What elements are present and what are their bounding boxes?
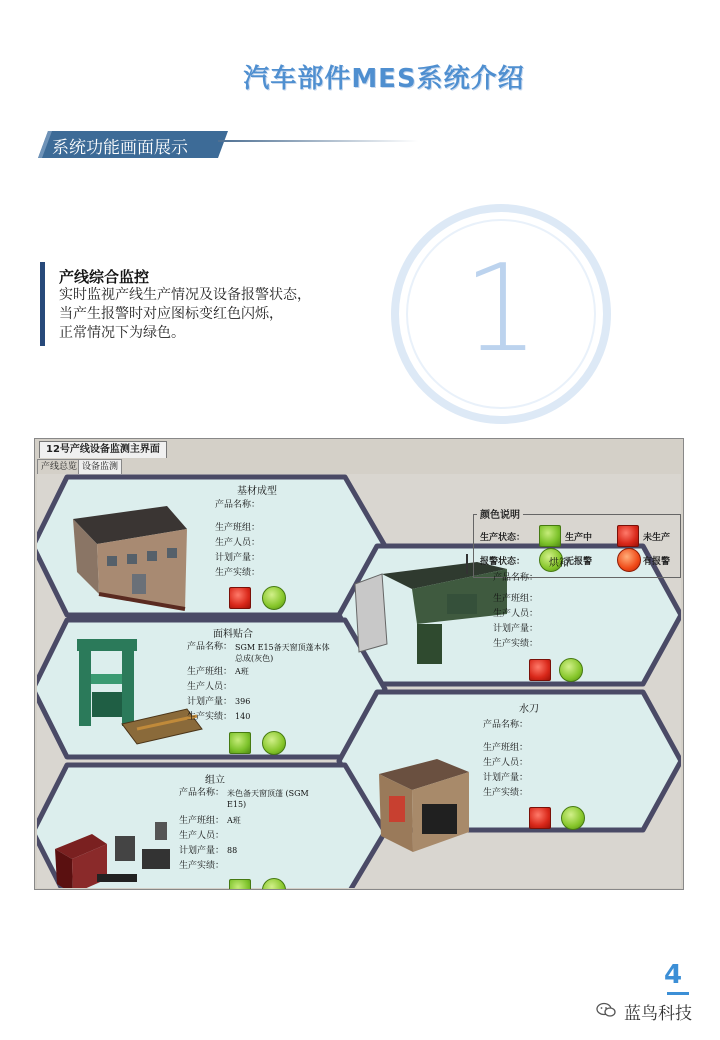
station-3-plan: 计划产量： 396 — [187, 697, 251, 707]
station-4-actual: 生产实绩： — [483, 788, 529, 798]
legend-has-alarm-text: 有报警 — [643, 557, 671, 567]
feature-number: 1 — [462, 240, 540, 379]
station-1-shift: 生产班组： — [215, 523, 261, 533]
section-divider — [218, 140, 418, 142]
legend-has-alarm-indicator — [617, 548, 641, 572]
window-tab[interactable]: 12号产线设备监测主界面 — [39, 441, 167, 458]
station-1-alarm-indicator[interactable] — [262, 586, 286, 610]
feature-description: 实时监视产线生产情况及设备报警状态， 当产生报警时对应图标变红色闪烁， 正常情况下为绿色。 — [59, 287, 311, 341]
page-number: 4 — [664, 960, 683, 990]
wechat-icon — [596, 1002, 616, 1018]
station-5-plan: 计划产量： 88 — [179, 846, 238, 856]
feature-title: 产线综合监控 — [59, 268, 150, 286]
station-4-title: 水刀 — [519, 704, 539, 715]
legend-producing-indicator — [539, 525, 561, 547]
station-3-alarm-indicator[interactable] — [262, 731, 286, 755]
station-2-staff: 生产人员： — [493, 609, 539, 619]
station-1-production-indicator[interactable] — [229, 587, 251, 609]
page-number-underline — [667, 992, 689, 995]
legend-alarm-label: 报警状态： — [480, 557, 526, 567]
station-2-plan: 计划产量： — [493, 624, 539, 634]
legend-not-producing-text: 未生产 — [643, 533, 671, 543]
legend-production-label: 生产状态： — [480, 533, 526, 543]
station-4-alarm-indicator[interactable] — [561, 806, 585, 830]
station-3-title: 面料贴合 — [213, 629, 253, 640]
mes-monitor-window — [34, 438, 684, 890]
section-title: 系统功能画面展示 — [52, 138, 188, 158]
color-legend — [473, 514, 681, 578]
legend-title: 颜色说明 — [477, 506, 523, 521]
station-4-shift: 生产班组： — [483, 743, 529, 753]
station-5-shift: 生产班组： A班 — [179, 816, 241, 826]
station-1-title: 基材成型 — [237, 486, 277, 497]
brand-name: 蓝鸟科技 — [624, 1004, 692, 1024]
station-5-title: 组立 — [205, 775, 225, 786]
station-3-actual: 生产实绩： 140 — [187, 712, 251, 722]
station-2-product: 产品名称： — [493, 573, 539, 583]
station-2-production-indicator[interactable] — [529, 659, 551, 681]
station-4-product: 产品名称： — [483, 720, 529, 730]
station-3-product: 产品名称： SGM E15备天窗顶蓬本体总成(灰色) — [187, 642, 330, 663]
legend-producing-text: 生产中 — [565, 533, 593, 543]
station-5-actual: 生产实绩： — [179, 861, 225, 871]
station-4-staff: 生产人员： — [483, 758, 529, 768]
feature-block — [40, 262, 365, 346]
station-1-staff: 生产人员： — [215, 538, 261, 548]
station-3-shift: 生产班组： A班 — [187, 667, 249, 677]
station-3-production-indicator[interactable] — [229, 732, 251, 754]
tab-line-overview[interactable]: 产线总览 — [37, 459, 81, 475]
tab-equipment-monitor[interactable]: 设备监测 — [78, 459, 122, 474]
station-5-production-indicator[interactable] — [229, 879, 251, 890]
station-5-staff: 生产人员： — [179, 831, 225, 841]
station-4-plan: 计划产量： — [483, 773, 529, 783]
page-title: 汽车部件MES系统介绍 — [243, 64, 525, 94]
legend-not-producing-indicator — [617, 525, 639, 547]
station-2-actual: 生产实绩： — [493, 639, 539, 649]
station-4-illustration — [379, 759, 469, 852]
station-3-staff: 生产人员： — [187, 682, 233, 692]
station-1-plan: 计划产量： — [215, 553, 261, 563]
legend-no-alarm-text: 无报警 — [565, 557, 593, 567]
station-5-product: 产品名称： 米色备天窗顶蓬 (SGM E15) — [179, 788, 309, 809]
station-2-alarm-indicator[interactable] — [559, 658, 583, 682]
station-1-actual: 生产实绩： — [215, 568, 261, 578]
station-1-product: 产品名称： — [215, 500, 261, 510]
monitor-canvas — [37, 474, 681, 888]
station-2-title: 烘箱 — [549, 558, 569, 569]
station-2-shift: 生产班组： — [493, 594, 539, 604]
station-4-production-indicator[interactable] — [529, 807, 551, 829]
